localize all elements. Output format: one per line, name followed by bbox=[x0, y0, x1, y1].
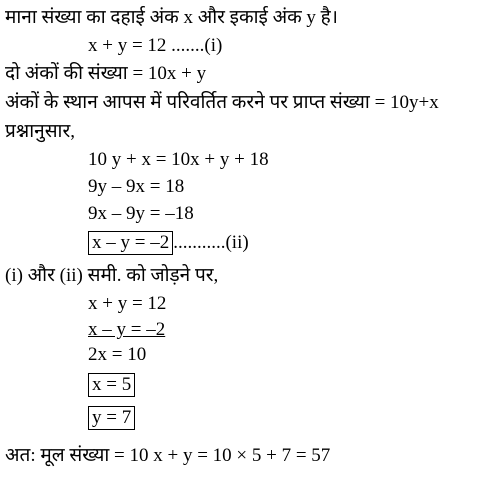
text-line-4: अंकों के स्थान आपस में परिवर्तित करने पर प्राप्त संख्या = 10y+x bbox=[5, 92, 439, 113]
text-line-16: अत: मूल संख्या = 10 x + y = 10 × 5 + 7 = 57 bbox=[5, 445, 331, 466]
equation-i: x + y = 12 .......(i) bbox=[88, 35, 223, 56]
text-line-1: माना संख्या का दहाई अंक x और इकाई अंक y है। bbox=[5, 7, 338, 28]
result-x bbox=[88, 373, 135, 397]
result-y bbox=[88, 406, 135, 430]
boxed-result-y: y = 7 bbox=[88, 406, 135, 430]
boxed-result-x: x = 5 bbox=[88, 373, 135, 397]
equation-line-12: x – y = –2 bbox=[88, 319, 166, 340]
equation-line-7: 9y – 9x = 18 bbox=[88, 176, 185, 197]
equation-ii bbox=[88, 231, 249, 255]
equation-line-6: 10 y + x = 10x + y + 18 bbox=[88, 149, 269, 170]
equation-line-13: 2x = 10 bbox=[88, 344, 147, 365]
boxed-result-ii: x – y = –2 bbox=[88, 231, 173, 255]
equation-line-11: x + y = 12 bbox=[88, 293, 167, 314]
text-line-10: (i) और (ii) समी. को जोड़ने पर, bbox=[5, 265, 219, 286]
text-line-3: दो अंकों की संख्या = 10x + y bbox=[5, 63, 207, 84]
text-line-5: प्रश्नानुसार, bbox=[5, 121, 75, 142]
equation-line-8: 9x – 9y = –18 bbox=[88, 203, 194, 224]
equation-ii-label: ...........(ii) bbox=[173, 232, 249, 253]
